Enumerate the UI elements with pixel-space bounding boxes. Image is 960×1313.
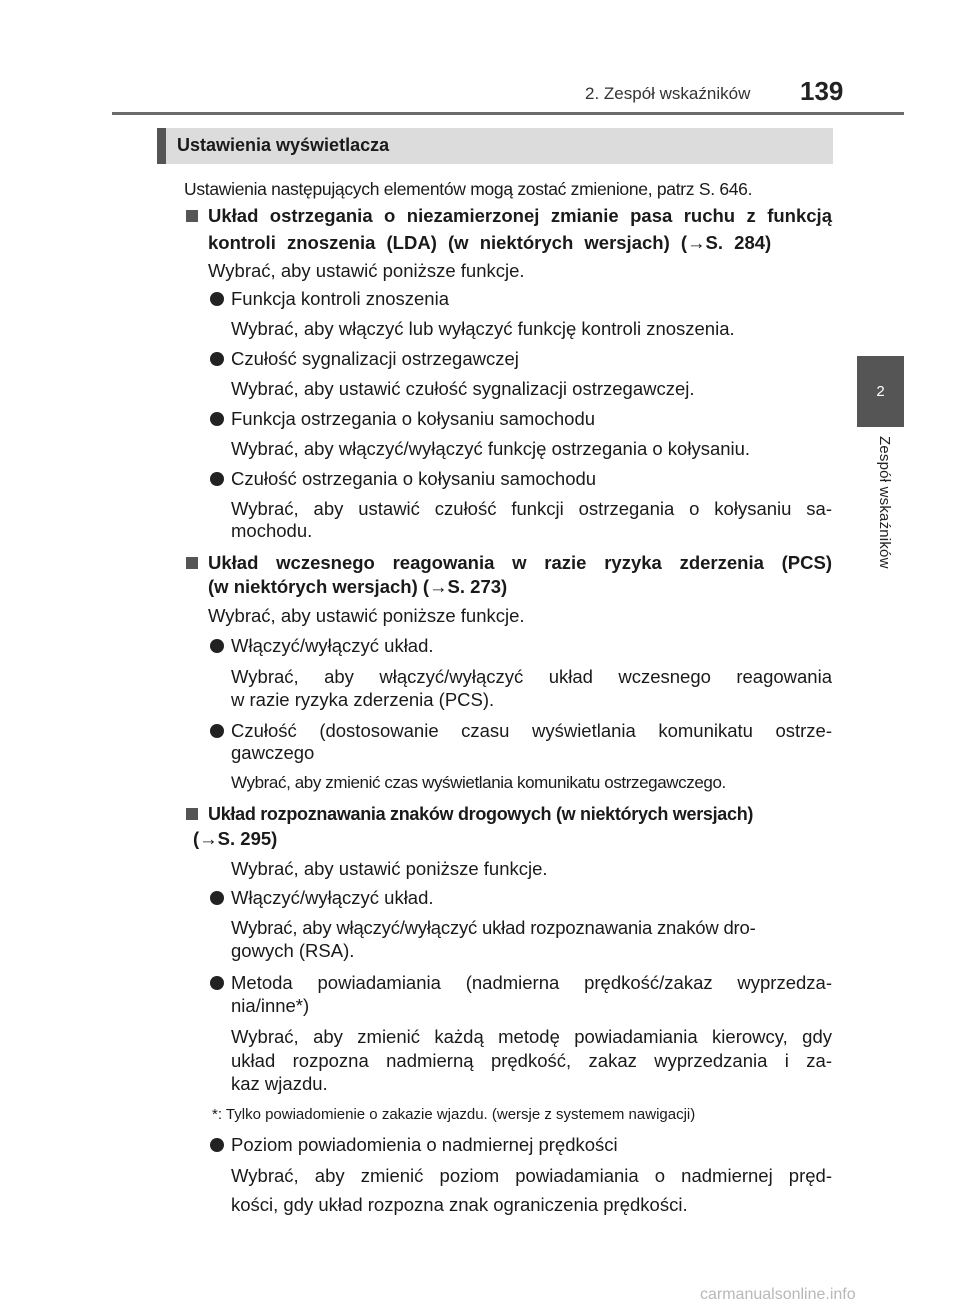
pcs-heading-line2: (w niektórych wersjach) (→S. 273) <box>208 576 508 597</box>
rsa-item3-desc-line1: Wybrać, aby zmienić poziom powiadamiania o nadmiernej pręd- <box>231 1165 832 1186</box>
rsa-heading-line1: Układ rozpoznawania znaków drogowych (w niektórych wersjach) <box>208 804 754 824</box>
rsa-item2-desc-line1: Wybrać, aby zmienić każdą metodę powiadamiania kierowcy, gdy <box>231 1026 832 1047</box>
square-bullet-icon <box>186 210 198 222</box>
lda-item3-desc: Wybrać, aby włączyć/wyłączyć funkcję ostrzegania o kołysaniu. <box>231 438 751 459</box>
footnote: *: Tylko powiadomienie o zakazie wjazdu. (wersje z systemem nawigacji) <box>212 1106 696 1123</box>
pcs-heading-line1: Układ wczesnego reagowania w razie ryzyka zderzenia (PCS) <box>208 552 832 573</box>
bullet-dot-icon <box>210 976 224 990</box>
bullet-dot-icon <box>210 352 224 366</box>
pcs-item1-desc-line1: Wybrać, aby włączyć/wyłączyć układ wczesnego reagowania <box>231 666 832 687</box>
chapter-tab-number: 2 <box>876 383 885 400</box>
watermark: carmanualsonline.info <box>700 1286 856 1303</box>
pcs-item2-title-line2: gawczego <box>231 742 315 763</box>
pcs-lead: Wybrać, aby ustawić poniższe funkcje. <box>208 605 525 626</box>
page-number: 139 <box>800 76 844 106</box>
lda-item2-desc: Wybrać, aby ustawić czułość sygnalizacji ostrzegawczej. <box>231 378 695 399</box>
bullet-dot-icon <box>210 639 224 653</box>
rsa-item1-desc-line1: Wybrać, aby włączyć/wyłączyć układ rozpoznawania znaków dro- <box>231 917 756 938</box>
rsa-item3-desc-line2: kości, gdy układ rozpozna znak ograniczenia prędkości. <box>231 1194 688 1215</box>
bullet-dot-icon <box>210 1138 224 1152</box>
chapter-tab <box>857 356 904 427</box>
rsa-heading-line2: (→S. 295) <box>193 828 278 849</box>
lda-item3-title: Funkcja ostrzegania o kołysaniu samochodu <box>231 408 596 429</box>
bullet-dot-icon <box>210 292 224 306</box>
pcs-item1-desc-line2: w razie ryzyka zderzenia (PCS). <box>231 689 495 710</box>
bullet-dot-icon <box>210 724 224 738</box>
rsa-item2-desc-line2: układ rozpozna nadmierną prędkość, zakaz wyprzedzania i za- <box>231 1050 832 1071</box>
pcs-item2-title-line1: Czułość (dostosowanie czasu wyświetlania komunikatu ostrze- <box>231 720 832 741</box>
pcs-item1-title: Włączyć/wyłączyć układ. <box>231 635 434 656</box>
lda-item1-title: Funkcja kontroli znoszenia <box>231 288 449 309</box>
lda-heading-line2: kontroli znoszenia (LDA) (w niektórych wersjach) (→S. 284) <box>208 232 772 253</box>
rsa-item1-title: Włączyć/wyłączyć układ. <box>231 887 434 908</box>
lda-item4-title: Czułość ostrzegania o kołysaniu samochodu <box>231 468 597 489</box>
rsa-lead: Wybrać, aby ustawić poniższe funkcje. <box>231 858 548 879</box>
bullet-dot-icon <box>210 891 224 905</box>
running-header: 2. Zespół wskaźników <box>585 84 751 103</box>
pcs-item2-desc: Wybrać, aby zmienić czas wyświetlania komunikatu ostrzegawczego. <box>231 773 726 792</box>
square-bullet-icon <box>186 557 198 569</box>
lda-heading-line1: Układ ostrzegania o niezamierzonej zmianie pasa ruchu z funkcją <box>208 205 832 226</box>
lda-item4-desc-line1: Wybrać, aby ustawić czułość funkcji ostrzegania o kołysaniu sa- <box>231 498 832 519</box>
rsa-item2-desc-line3: kaz wjazdu. <box>231 1073 328 1094</box>
rsa-item2-title-line1: Metoda powiadamiania (nadmierna prędkość/zakaz wyprzedza- <box>231 972 832 993</box>
square-bullet-icon <box>186 808 198 820</box>
lda-item4-desc-line2: mochodu. <box>231 520 313 541</box>
bullet-dot-icon <box>210 412 224 426</box>
rsa-item1-desc-line2: gowych (RSA). <box>231 940 355 961</box>
chapter-tab-label: Zespół wskaźników <box>876 436 893 569</box>
intro-text: Ustawienia następujących elementów mogą zostać zmienione, patrz S. 646. <box>184 179 753 199</box>
lda-lead: Wybrać, aby ustawić poniższe funkcje. <box>208 260 525 281</box>
rsa-item3-title: Poziom powiadomienia o nadmiernej prędkości <box>231 1134 618 1155</box>
lda-item2-title: Czułość sygnalizacji ostrzegawczej <box>231 348 519 369</box>
bullet-dot-icon <box>210 472 224 486</box>
section-title-bar <box>157 128 833 164</box>
section-title: Ustawienia wyświetlacza <box>177 135 390 155</box>
header-divider <box>112 112 904 115</box>
lda-item1-desc: Wybrać, aby włączyć lub wyłączyć funkcję kontroli znoszenia. <box>231 318 735 339</box>
rsa-item2-title-line2: nia/inne*) <box>231 995 310 1016</box>
